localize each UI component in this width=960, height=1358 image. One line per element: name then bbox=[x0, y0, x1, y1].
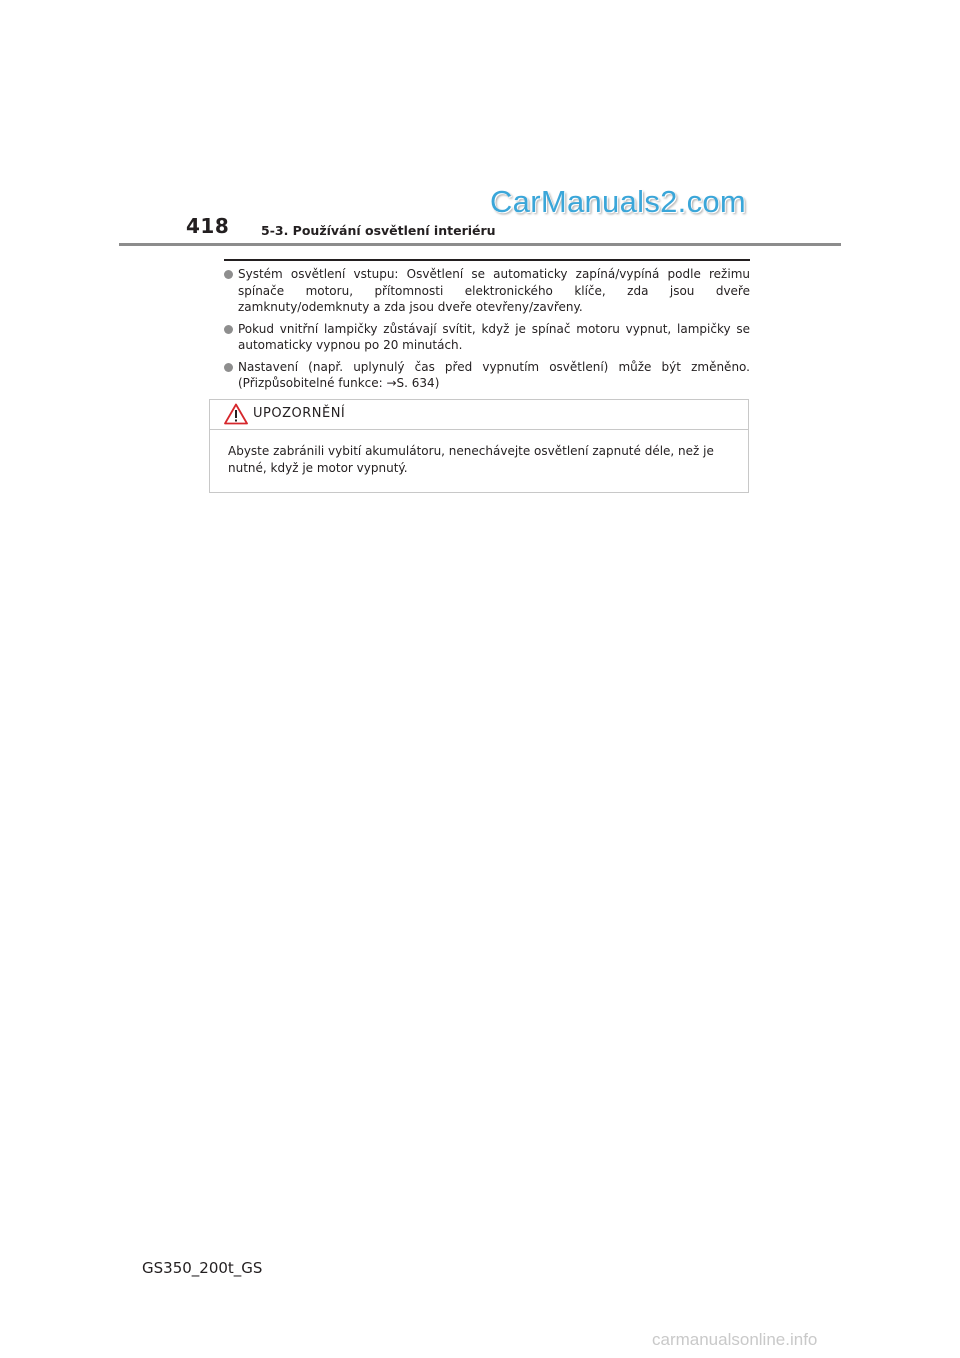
warning-header bbox=[210, 400, 748, 430]
watermark-logo[interactable]: CarManuals2.com bbox=[490, 184, 747, 219]
warning-box bbox=[209, 399, 749, 493]
bullet-text: Systém osvětlení vstupu: Osvětlení se automaticky zapíná/vypíná podle režimu spínače motoru, přítomnosti elektronického klíče, zda jsou dveře zamknuty/odemknuty a zda jsou dveře otevřeny/zavřeny. bbox=[238, 267, 750, 314]
bullet-list bbox=[224, 266, 750, 397]
bullet-dot-icon bbox=[224, 270, 233, 279]
bullet-dot-icon bbox=[224, 325, 233, 334]
header-divider bbox=[119, 243, 841, 246]
bullet-item bbox=[224, 266, 750, 316]
content-divider bbox=[224, 259, 750, 261]
warning-triangle-icon bbox=[224, 403, 248, 425]
warning-text: Abyste zabránili vybití akumulátoru, nenechávejte osvětlení zapnuté déle, než je nutné, když je motor vypnutý. bbox=[228, 444, 714, 475]
model-code: GS350_200t_GS bbox=[142, 1259, 263, 1277]
bullet-item bbox=[224, 359, 750, 392]
page-number: 418 bbox=[186, 214, 230, 238]
bullet-item bbox=[224, 321, 750, 354]
bullet-text: Nastavení (např. uplynulý čas před vypnutím osvětlení) může být změněno. (Přizpůsobitelné funkce: →S. 634) bbox=[238, 359, 750, 390]
warning-title: UPOZORNĚNÍ bbox=[253, 406, 346, 421]
bullet-text: Pokud vnitřní lampičky zůstávají svítit, když je spínač motoru vypnut, lampičky se automaticky vypnou po 20 minutách. bbox=[238, 321, 750, 352]
bullet-dot-icon bbox=[224, 363, 233, 372]
section-title: 5-3. Používání osvětlení interiéru bbox=[261, 223, 496, 238]
footer-watermark[interactable]: carmanualsonline.info bbox=[652, 1330, 818, 1349]
